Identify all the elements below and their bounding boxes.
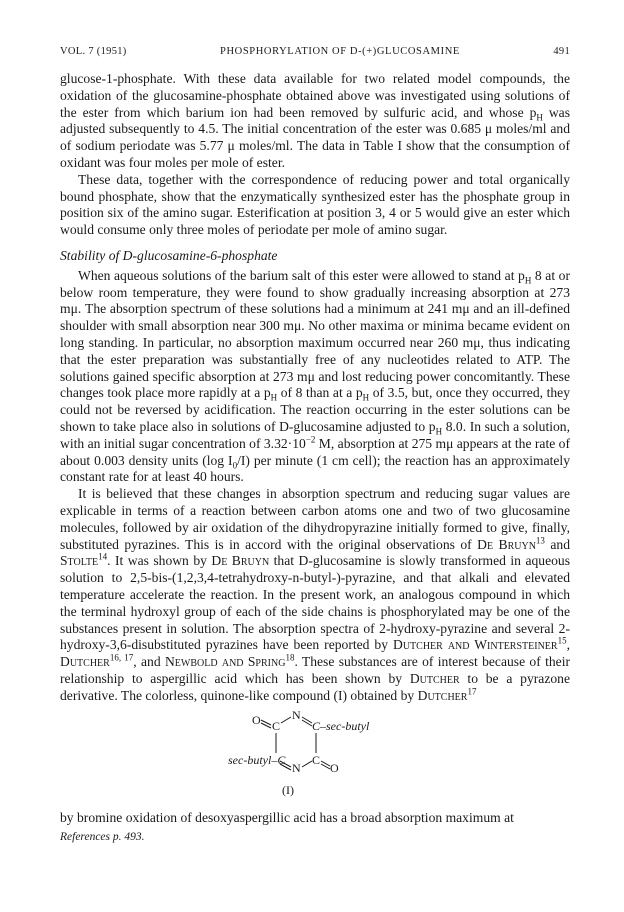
paragraph-4: It is believed that these changes in absorption spectrum and reducing sugar values are explicable in terms of a reaction between carbon atoms one and two of two glucosamine molecules, followed by air oxidation of the dihydropyrazine initially formed to give, finally, substituted pyrazines. This is in accord with the original observations of De Bruyn$^{13}$ and Stolte$^{14}$. It was shown by De Bruyn that D-glucosamine is slowly transformed in aqueous solution to 2,5-bis-(1,2,3,4-tetrahydroxy-n-butyl-)-pyrazine, and that alkali and elevated temperature accelerate the reaction. In the present work, an analogous compound in which the terminal hydroxyl group of each of the side chains is phosphorylated may be one of the substances present in solution. The absorption spectra of 2-hydroxy-pyrazine and several 2-hydroxy-3,6-disubstituted pyrazines have been reported by Dutcher and Wintersteiner$^{15}$, Dutcher$^{16, 17}$, and Newbold and Spring$^{18}$. These substances are of interest because of their relationship to aspergillic acid which has been shown by Dutcher to be a pyrazone derivative. The colorless, quinone-like compound (I) obtained by Dutcher$^{17}$ xyxy=(60,486,570,703)
references-footer: References p. 493. xyxy=(60,831,145,844)
structure-n-top: N xyxy=(292,708,301,723)
paragraph-1: glucose-1-phosphate. With these data available for two related model compounds, the oxidation of the glucosamine-phosphate obtained above was investigated using solutions of the ester from which barium ion had been removed by sulfuric acid, and whose $p_H$ was adjusted subsequently to 4.5. The initial concentration of the ester was 0.685 μ moles/ml and of sodium periodate was 5.77 μ moles/ml. The data in Table I show that the consumption of oxidant was four moles per mole of ester. xyxy=(60,71,570,170)
paragraph-2: These data, together with the correspondence of reducing power and total organically bound phosphate, show that the enzymatically synthesized ester has the phosphate group in position six of the amino sugar. Esterification at position 3, 4 or 5 would give an ester which would consume only three moles of periodate per mole of amino sugar. xyxy=(60,171,570,238)
page-number: 491 xyxy=(553,46,570,57)
page xyxy=(60,46,570,843)
running-title: PHOSPHORYLATION OF D-(+)GLUCOSAMINE xyxy=(220,46,460,57)
structure-o-bottom: O xyxy=(330,761,339,776)
volume-label: VOL. 7 (1951) xyxy=(60,46,127,57)
chemical-structure-I xyxy=(60,708,570,804)
paragraph-3: When aqueous solutions of the barium salt of this ester were allowed to stand at $p_H$ 8 at or below room temperature, they were found to show gradually increasing absorption at 273 mμ. The absorption spectrum of these solutions had a minimum at 241 mμ and an ill-defined shoulder with small absorption near 300 mμ. No other maxima or minima became evident on long standing. In particular, no absorption maximum occurred near 260 mμ, thus indicating that the ester preparation was substantially free of any nucleotides related to ATP. The solutions gained specific absorption at 273 mμ and lost reducing power concomitantly. These changes took place more rapidly at a $p_H$ of 8 than at a $p_H$ of 3.5, but, once they occurred, they could not be reversed by acidification. The reaction occurring in the ester solutions can be shown to take place also in solutions of D-glucosamine adjusted to $p_H$ 8.0. In such a solution, with an initial sugar concentration of $3.32\cdot 10^{-2}$ M, absorption at 275 mμ appears at the rate of about 0.003 density units (log $I_0/I$) per minute (1 cm cell); the reaction has an approximately constant rate for at least 40 hours. xyxy=(60,267,571,485)
structure-c-top: C xyxy=(272,719,281,734)
structure-o-top: O xyxy=(252,713,261,728)
structure-c-right: C–sec-butyl xyxy=(312,719,370,734)
structure-label: (I) xyxy=(282,783,294,798)
article-body xyxy=(60,71,570,843)
structure-left-substituent: sec-butyl–C xyxy=(228,753,286,768)
running-header xyxy=(60,46,570,57)
section-heading: Stability of D-glucosamine-6-phosphate xyxy=(60,247,278,263)
structure-c-bottom: C xyxy=(312,753,321,768)
structure-n-bottom: N xyxy=(292,761,301,776)
structure-diagram xyxy=(60,708,570,804)
paragraph-5: by bromine oxidation of desoxyaspergillic acid has a broad absorption maximum at xyxy=(60,810,514,826)
